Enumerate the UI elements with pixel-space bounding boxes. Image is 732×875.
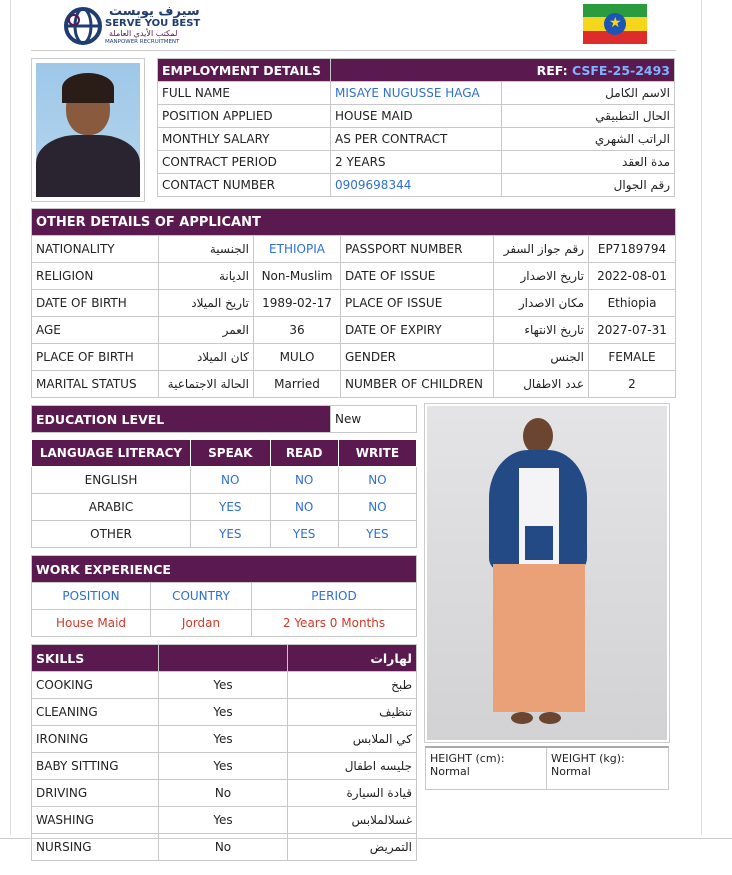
education-value: New [331, 406, 417, 433]
skill-row [32, 699, 417, 726]
gender-value: FEMALE [589, 344, 676, 371]
issue-date-arabic: تاريخ الاصدار [494, 263, 589, 290]
contract-label: CONTRACT PERIOD [158, 151, 331, 174]
issue-place-arabic: مكان الاصدار [494, 290, 589, 317]
employment-title: EMPLOYMENT DETAILS [158, 59, 331, 82]
skill-arabic: تنظيف [288, 699, 417, 726]
age-label: AGE [32, 317, 159, 344]
children-value: 2 [589, 371, 676, 398]
weight-cell [547, 747, 669, 789]
marital-label: MARITAL STATUS [32, 371, 159, 398]
religion-value: Non-Muslim [254, 263, 341, 290]
other-row [32, 317, 676, 344]
company-logo [61, 4, 201, 48]
position-label: POSITION APPLIED [158, 105, 331, 128]
work-position-header: POSITION [32, 583, 151, 610]
position-value: HOUSE MAID [331, 105, 502, 128]
religion-arabic: الديانة [159, 263, 254, 290]
ref-cell [331, 59, 675, 82]
height-cell [426, 747, 547, 789]
language-header: LANGUAGE LITERACY [32, 440, 191, 467]
issue-place-label: PLACE OF ISSUE [341, 290, 494, 317]
logo-arabic: سيرف يوبست [109, 4, 200, 19]
logo-sub: MANPOWER RECRUITMENT [105, 39, 180, 45]
full-name-label: FULL NAME [158, 82, 331, 105]
globe-icon [63, 6, 103, 46]
language-name: ARABIC [32, 494, 191, 521]
skills-spacer [159, 645, 288, 672]
marital-arabic: الحالة الاجتماعية [159, 371, 254, 398]
skill-row [32, 807, 417, 834]
skill-name: COOKING [32, 672, 159, 699]
expiry-arabic: تاريخ الانتهاء [494, 317, 589, 344]
language-row [32, 521, 417, 548]
skill-value: No [159, 780, 288, 807]
salary-value: AS PER CONTRACT [331, 128, 502, 151]
gender-arabic: الجنس [494, 344, 589, 371]
skill-value: Yes [159, 672, 288, 699]
write-value: NO [338, 494, 416, 521]
weight-label: WEIGHT (kg): [551, 752, 625, 765]
work-period-header: PERIOD [252, 583, 417, 610]
skill-row [32, 672, 417, 699]
other-details-title: OTHER DETAILS OF APPLICANT [32, 209, 676, 236]
work-country: Jordan [151, 610, 252, 637]
birthplace-arabic: كان الميلاد [159, 344, 254, 371]
children-label: NUMBER OF CHILDREN [341, 371, 494, 398]
contract-arabic: مدة العقد [502, 151, 675, 174]
height-label: HEIGHT (cm): [430, 752, 505, 765]
full-name-value: MISAYE NUGUSSE HAGA [331, 82, 502, 105]
work-period: 2 Years 0 Months [252, 610, 417, 637]
birthplace-label: PLACE OF BIRTH [32, 344, 159, 371]
ref-label: REF: [536, 62, 568, 78]
skill-name: IRONING [32, 726, 159, 753]
skill-name: CLEANING [32, 699, 159, 726]
weight-value: Normal [551, 765, 591, 778]
cv-page [10, 0, 702, 854]
education-title: EDUCATION LEVEL [32, 406, 331, 433]
position-arabic: الحال التطبيقي [502, 105, 675, 128]
speak-value: YES [191, 521, 271, 548]
religion-label: RELIGION [32, 263, 159, 290]
education-table [31, 405, 417, 433]
salary-label: MONTHLY SALARY [158, 128, 331, 151]
read-value: YES [270, 521, 338, 548]
speak-header: SPEAK [191, 440, 271, 467]
contact-value[interactable]: 0909698344 [331, 174, 502, 197]
skill-name: WASHING [32, 807, 159, 834]
read-value: NO [270, 494, 338, 521]
height-value: Normal [430, 765, 470, 778]
skill-row [32, 726, 417, 753]
dob-arabic: تاريخ الميلاد [159, 290, 254, 317]
salary-arabic: الراتب الشهري [502, 128, 675, 151]
language-name: OTHER [32, 521, 191, 548]
issue-date-value: 2022-08-01 [589, 263, 676, 290]
work-title: WORK EXPERIENCE [32, 556, 417, 583]
language-row [32, 467, 417, 494]
nationality-value: ETHIOPIA [254, 236, 341, 263]
skill-arabic: جليسه اطفال [288, 753, 417, 780]
passport-label: PASSPORT NUMBER [341, 236, 494, 263]
passport-arabic: رقم جواز السفر [494, 236, 589, 263]
skill-arabic: التمريض [288, 834, 417, 861]
speak-value: YES [191, 494, 271, 521]
issue-place-value: Ethiopia [589, 290, 676, 317]
language-name: ENGLISH [32, 467, 191, 494]
age-value: 36 [254, 317, 341, 344]
skill-row [32, 780, 417, 807]
skill-name: DRIVING [32, 780, 159, 807]
gender-label: GENDER [341, 344, 494, 371]
other-row [32, 371, 676, 398]
write-value: NO [338, 467, 416, 494]
contact-arabic: رقم الجوال [502, 174, 675, 197]
read-header: READ [270, 440, 338, 467]
read-value: NO [270, 467, 338, 494]
nationality-label: NATIONALITY [32, 236, 159, 263]
age-arabic: العمر [159, 317, 254, 344]
logo-arabic-sub: لمكتب الأيدي العاملة [109, 29, 178, 38]
skill-value: Yes [159, 753, 288, 780]
work-row [32, 610, 417, 637]
work-position: House Maid [32, 610, 151, 637]
speak-value: NO [191, 467, 271, 494]
expiry-value: 2027-07-31 [589, 317, 676, 344]
contact-label: CONTACT NUMBER [158, 174, 331, 197]
full-body-photo [424, 403, 670, 743]
issue-date-label: DATE OF ISSUE [341, 263, 494, 290]
language-row [32, 494, 417, 521]
children-arabic: عدد الاطفال [494, 371, 589, 398]
language-table [31, 439, 417, 548]
skills-table [31, 644, 417, 861]
passport-photo [31, 58, 145, 202]
header-divider [31, 50, 676, 51]
write-value: YES [338, 521, 416, 548]
skill-row [32, 753, 417, 780]
skill-arabic: غسلالملابس [288, 807, 417, 834]
other-row [32, 236, 676, 263]
work-experience-table [31, 555, 417, 637]
other-row [32, 344, 676, 371]
contract-value: 2 YEARS [331, 151, 502, 174]
skills-title: SKILLS [32, 645, 159, 672]
work-country-header: COUNTRY [151, 583, 252, 610]
skill-arabic: قيادة السيارة [288, 780, 417, 807]
skill-name: BABY SITTING [32, 753, 159, 780]
birthplace-value: MULO [254, 344, 341, 371]
marital-value: Married [254, 371, 341, 398]
skill-value: Yes [159, 726, 288, 753]
skill-value: Yes [159, 699, 288, 726]
dob-value: 1989-02-17 [254, 290, 341, 317]
nationality-arabic: الجنسية [159, 236, 254, 263]
ref-value: CSFE-25-2493 [571, 62, 670, 78]
skill-arabic: كي الملابس [288, 726, 417, 753]
expiry-label: DATE OF EXPIRY [341, 317, 494, 344]
dob-label: DATE OF BIRTH [32, 290, 159, 317]
other-row [32, 290, 676, 317]
page-bottom-divider [0, 838, 732, 839]
write-header: WRITE [338, 440, 416, 467]
ethiopia-flag-icon: ★ [583, 4, 647, 44]
skill-value: Yes [159, 807, 288, 834]
employment-details-table [157, 58, 675, 197]
passport-value: EP7189794 [589, 236, 676, 263]
measurements-table [425, 746, 669, 790]
skill-arabic: طبخ [288, 672, 417, 699]
other-details-table [31, 208, 676, 398]
full-name-arabic: الاسم الكامل [502, 82, 675, 105]
skills-title-ar: لهارات [288, 645, 417, 672]
skill-value: No [159, 834, 288, 861]
logo-name: SERVE YOU BEST [105, 18, 201, 29]
other-row [32, 263, 676, 290]
skill-name: NURSING [32, 834, 159, 861]
